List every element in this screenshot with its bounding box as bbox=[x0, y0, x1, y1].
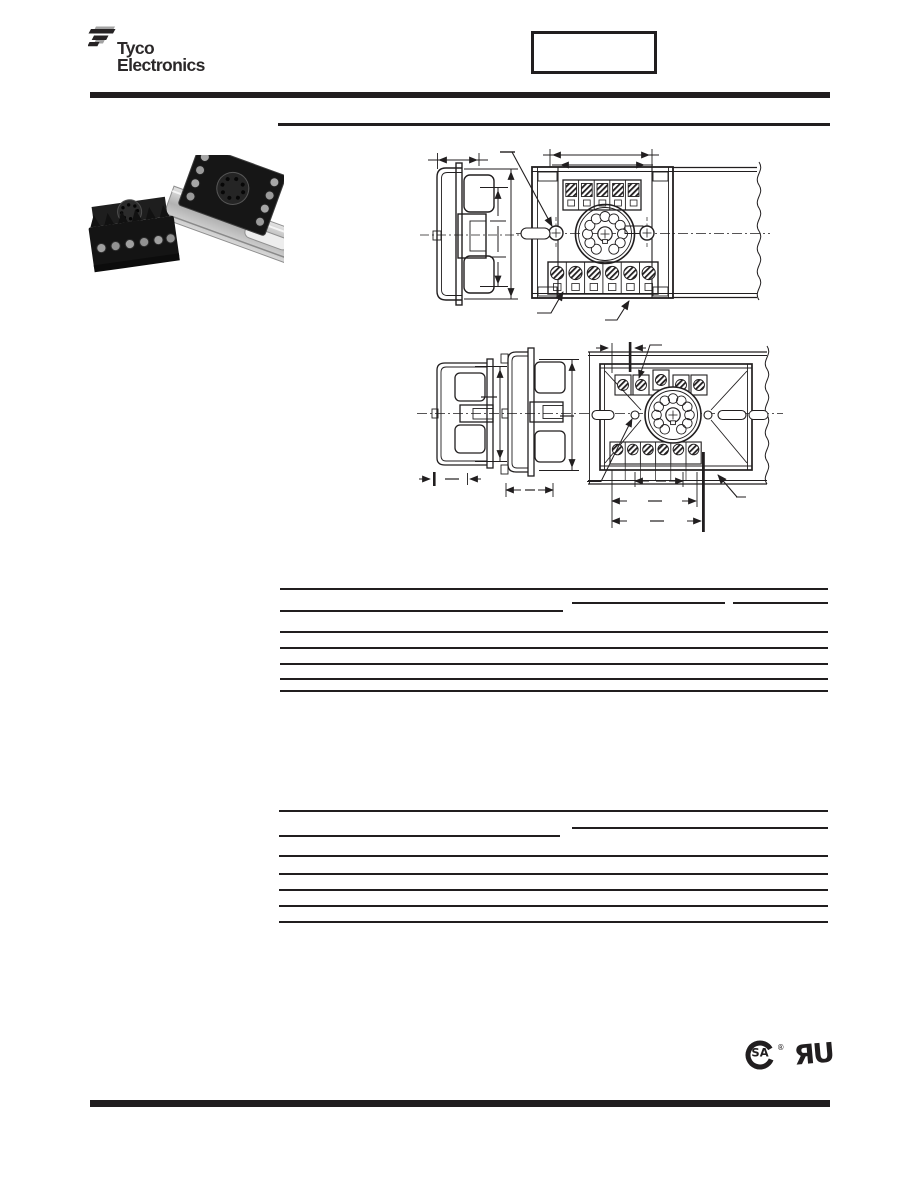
product-photo bbox=[78, 155, 284, 305]
part-number-box bbox=[531, 31, 657, 74]
panel-socket-photo bbox=[85, 194, 179, 272]
table-rule bbox=[279, 855, 828, 857]
table-rule bbox=[733, 602, 828, 604]
header-rule-thin bbox=[278, 123, 830, 126]
table-rule bbox=[279, 810, 828, 812]
outline-drawing-panel-mount bbox=[418, 130, 838, 342]
table-rule bbox=[280, 588, 828, 590]
registered-symbol: ® bbox=[777, 1043, 785, 1052]
table-rule bbox=[280, 610, 563, 612]
csa-letters: SA bbox=[751, 1045, 769, 1060]
ul-mark-icon bbox=[791, 1034, 839, 1074]
table-rule bbox=[279, 873, 828, 875]
table-rule bbox=[280, 631, 828, 633]
din-rail-socket-photo bbox=[162, 155, 284, 270]
table-rule bbox=[279, 889, 828, 891]
table-rule bbox=[572, 827, 828, 829]
outline-drawing-din-rail bbox=[415, 335, 795, 535]
table-rule bbox=[280, 690, 828, 692]
brand-name bbox=[117, 40, 205, 74]
ul-letters: ЯU bbox=[792, 1037, 835, 1072]
footer-rule bbox=[90, 1100, 830, 1107]
table-rule bbox=[279, 905, 828, 907]
brand-name-line1: Tyco bbox=[117, 38, 155, 58]
table-rule bbox=[279, 835, 560, 837]
table-rule bbox=[280, 663, 828, 665]
table-rule bbox=[280, 647, 828, 649]
tyco-logo-mark-icon bbox=[88, 25, 118, 51]
csa-mark-icon bbox=[744, 1035, 788, 1075]
brand-name-line2: Electronics bbox=[117, 55, 205, 75]
table-rule bbox=[572, 602, 725, 604]
table-rule bbox=[280, 678, 828, 680]
table-rule bbox=[279, 921, 828, 923]
header-rule-thick bbox=[90, 92, 830, 98]
